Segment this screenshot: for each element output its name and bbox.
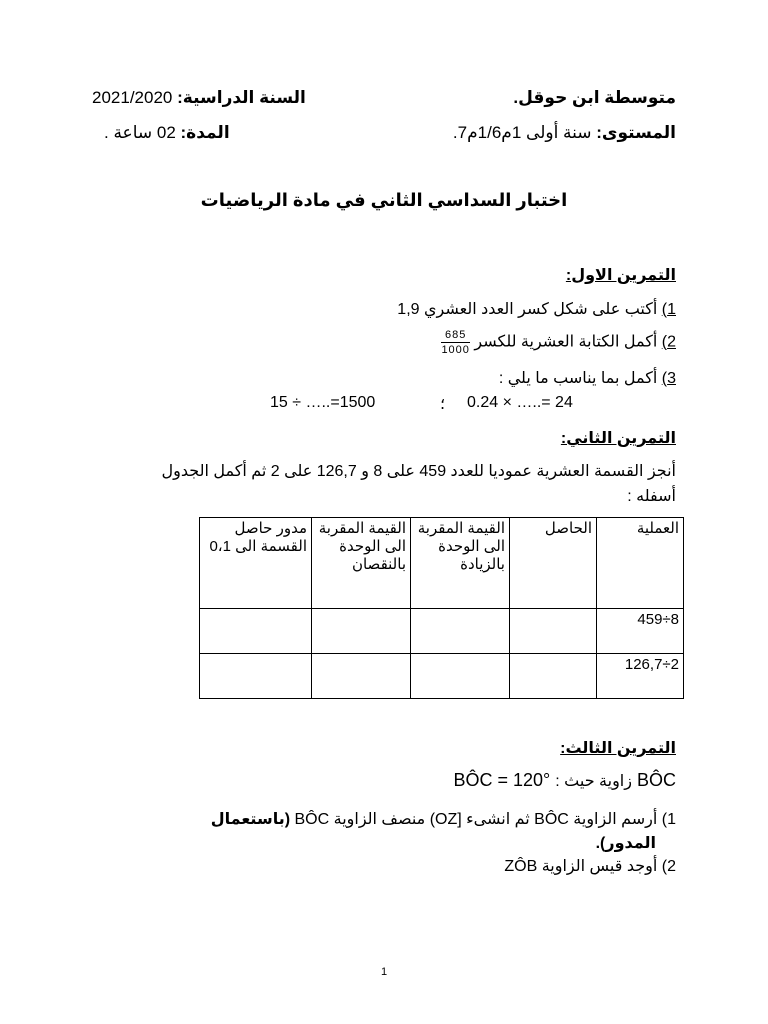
school-year-label: السنة الدراسية: <box>177 88 306 107</box>
ex2-instructions: أنجز القسمة العشرية عموديا للعدد 459 على 8 و 126,7 على 2 ثم أكمل الجدول <box>161 463 676 480</box>
table-header-cell: القيمة المقربة الى الوحدة بالنقصان <box>312 518 411 609</box>
level-label: المستوى: <box>596 123 676 142</box>
school-year <box>92 88 306 108</box>
q3-text: أكمل بما يناسب ما يلي : <box>498 370 658 387</box>
ex3-q1-text: أرسم الزاوية BÔC ثم انشىء [OZ) منصف الزاوية BÔC <box>294 811 658 828</box>
table-header-cell: العملية <box>597 518 684 609</box>
table-header-cell: الحاصل <box>510 518 597 609</box>
level-line <box>453 123 676 143</box>
equation-separator: ؛ <box>440 396 446 413</box>
ex3-given <box>454 770 677 791</box>
table-header-row <box>200 518 684 609</box>
results-table <box>199 517 684 699</box>
table-cell[interactable] <box>510 654 597 699</box>
equation-left: 15 ÷ …..=1500 <box>270 394 376 411</box>
table-cell-operation: 126,7÷2 <box>597 654 684 699</box>
q3-number: 3) <box>661 370 676 387</box>
table-cell-operation: 459÷8 <box>597 609 684 654</box>
table-cell[interactable] <box>510 609 597 654</box>
table-cell[interactable] <box>411 654 510 699</box>
ex3-q2-number: 2) <box>661 858 676 875</box>
page-title: اختبار السداسي الثاني في مادة الرياضيات <box>200 190 568 210</box>
page-number: 1 <box>380 966 388 978</box>
exercise-1-title: التمرين الاول: <box>565 267 676 284</box>
table-cell[interactable] <box>411 609 510 654</box>
duration-label: المدة: <box>180 123 230 142</box>
table-header-cell: مدور حاصل القسمة الى 0،1 <box>200 518 312 609</box>
ex3-question-1 <box>211 809 676 829</box>
fraction <box>441 329 469 356</box>
duration-line <box>104 123 230 143</box>
q2-text: أكمل الكتابة العشرية للكسر <box>474 333 658 351</box>
equation-right: 0.24 × …..= 24 <box>467 394 573 411</box>
table-row <box>200 609 684 654</box>
ex1-question-1 <box>397 299 676 319</box>
q1-number: 1) <box>661 301 676 318</box>
table-row <box>200 654 684 699</box>
table-cell[interactable] <box>312 654 411 699</box>
fraction-denominator: 1000 <box>441 344 470 356</box>
table-cell[interactable] <box>200 654 312 699</box>
table-cell[interactable] <box>312 609 411 654</box>
given-equation: BÔC = 120° <box>453 770 551 790</box>
ex3-question-2 <box>504 856 676 876</box>
ex1-question-3 <box>499 368 676 388</box>
q2-number: 2) <box>661 333 676 351</box>
school-year-value: 2021/2020 <box>92 88 173 107</box>
table-header-cell: القيمة المقربة الى الوحدة بالزيادة <box>411 518 510 609</box>
given-angle: BÔC <box>636 770 676 790</box>
school-name: متوسطة ابن حوقل. <box>513 88 676 107</box>
table-cell[interactable] <box>200 609 312 654</box>
exercise-3-title: التمرين الثالث: <box>560 740 676 757</box>
given-text: زاوية حيث : <box>555 773 632 790</box>
duration-value: 02 ساعة . <box>104 123 176 142</box>
ex3-q1-number: 1) <box>661 811 676 828</box>
fraction-numerator: 685 <box>441 329 469 343</box>
ex3-q1-bold: (باستعمال <box>210 811 291 828</box>
ex3-q2-text: أوجد قيس الزاوية ZÔB <box>504 858 658 875</box>
exercise-2-title: التمرين الثاني: <box>560 430 676 447</box>
ex1-question-2 <box>435 329 676 356</box>
ex3-question-1-cont: المدور). <box>595 835 656 852</box>
ex2-instructions-cont: أسفله : <box>627 488 676 505</box>
level-value: سنة أولى 1م1/6م7. <box>452 123 592 142</box>
q1-text: أكتب على شكل كسر العدد العشري 1,9 <box>397 301 658 318</box>
